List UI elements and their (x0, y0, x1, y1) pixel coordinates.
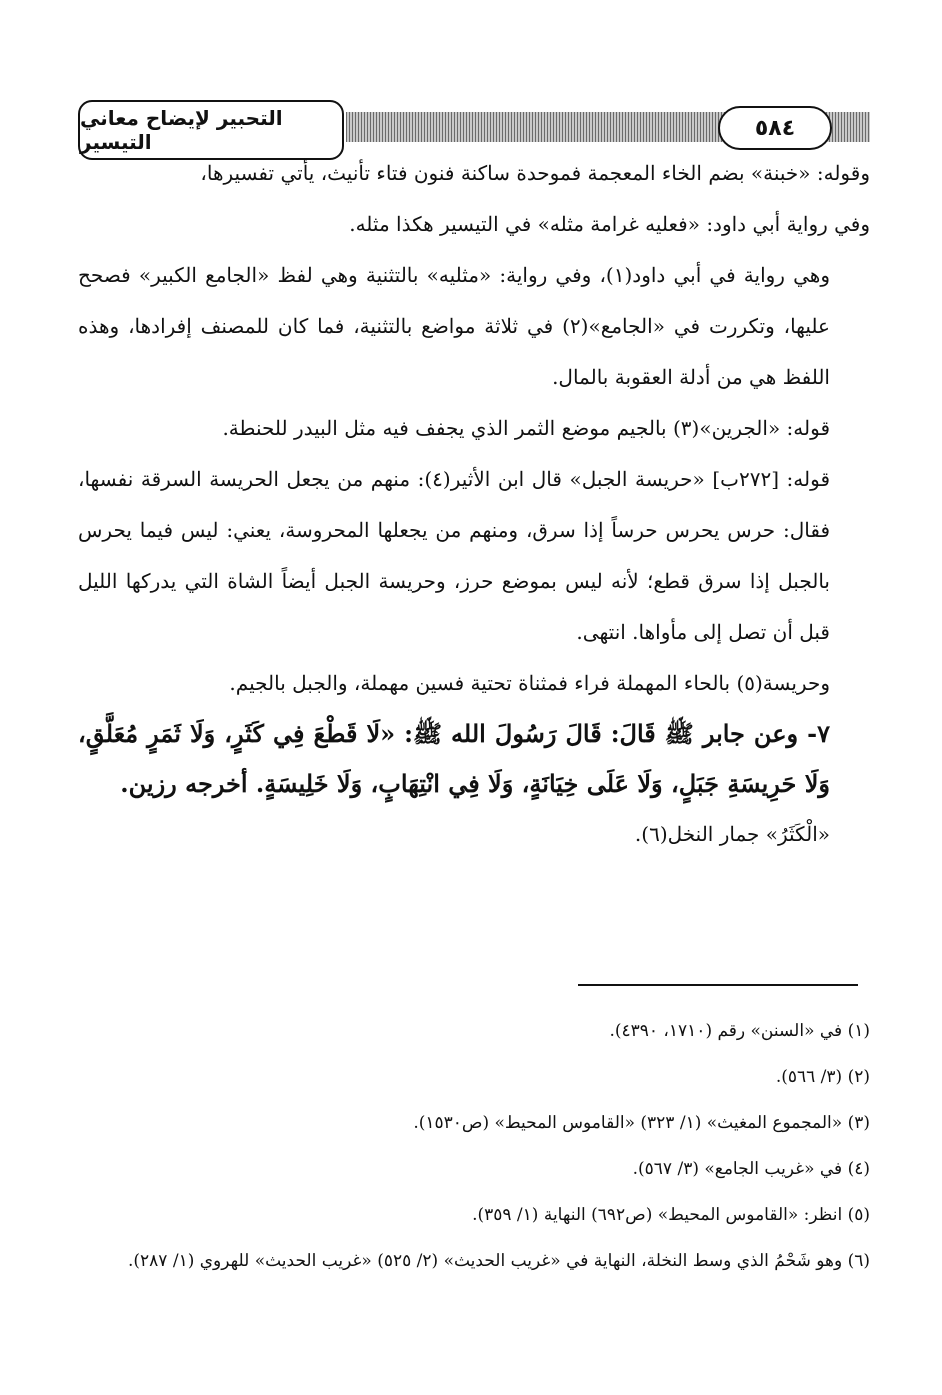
paragraph-3: وهي رواية في أبي داود(١)، وفي رواية: «مثليه» بالتثنية وهي لفظ «الجامع الكبير» فصحح عليها، وتكررت في «الجامع»(٢) في ثلاثة مواضع بالتثنية، فما كان للمصنف إفرادها، وهذه اللفظ هي من أدلة العقوبة بالمال. (78, 263, 830, 389)
paragraph-4: قوله: «الجرين»(٣) بالجيم موضع الثمر الذي يجفف فيه مثل البيدر للحنطة. (222, 416, 830, 440)
footnote-1: (١) في «السنن» رقم (١٧١٠، ٤٣٩٠). (609, 1021, 870, 1041)
footnote-divider (578, 984, 858, 986)
footnote-4: (٤) في «غريب الجامع» (٣/ ٥٦٧). (632, 1159, 870, 1179)
footnotes (78, 1008, 870, 1284)
footnote-3: (٣) «المجموع المغيث» (١/ ٣٢٣) «القاموس المحيط» (ص١٥٣٠). (413, 1113, 870, 1133)
paragraph-2: وفي رواية أبي داود: «فعليه غرامة مثله» في التيسير هكذا مثله. (349, 212, 870, 236)
footnote-2: (٢) (٣/ ٥٦٦). (775, 1067, 870, 1087)
paragraph-6: وحريسة(٥) بالحاء المهملة فراء فمثناة تحتية فسين مهملة، والجبل بالجيم. (229, 671, 830, 695)
paragraph-5: قوله: [٢٧٢ب] «حريسة الجبل» قال ابن الأثير(٤): منهم من يجعل الحريسة السرقة نفسها، فقال: حرس يحرس حرساً إذا سرق، ومنهم من يجعلها المحروسة، يعني: ليس فيما يحرس بالجبل إذا سرق قطع؛ لأنه ليس بموضع حرز، وحريسة الجبل أيضاً الشاة التي يدركها الليل قبل أن تصل إلى مأواها. انتهى. (78, 467, 831, 644)
footnote-5: (٥) انظر: «القاموس المحيط» (ص٦٩٢) النهاية (١/ ٣٥٩). (472, 1205, 870, 1225)
footnote-6: (٦) وهو شَحْمُ الذي وسط النخلة، النهاية في «غريب الحديث» (٢/ ٥٢٥) «غريب الحديث» للهروي (١/ ٢٨٧). (127, 1251, 870, 1271)
page-number: ٥٨٤ (718, 106, 832, 150)
paragraph-8: «الْكَثَرُ» جمار النخل(٦). (634, 822, 830, 846)
main-text (78, 148, 870, 860)
hadith-paragraph: ٧- وعن جابر ﷺ قَالَ: قَالَ رَسُولَ الله ﷺ: «لَا قَطْعَ فِي كَثَرٍ، وَلَا ثَمَرٍ مُعَلَّقٍ، وَلَا حَرِيسَةِ جَبَلٍ، وَلَا عَلَى خِيَانَةٍ، وَلَا فِي انْتِهَابٍ، وَلَا خَلِيسَةٍ. أخرجه رزين. (78, 719, 830, 798)
paragraph-1: وقوله: «خبنة» بضم الخاء المعجمة فموحدة ساكنة فنون فتاء تأنيث، يأتي تفسيرها، (200, 161, 870, 185)
book-title: التحبير لإيضاح معاني التيسير (78, 100, 344, 160)
